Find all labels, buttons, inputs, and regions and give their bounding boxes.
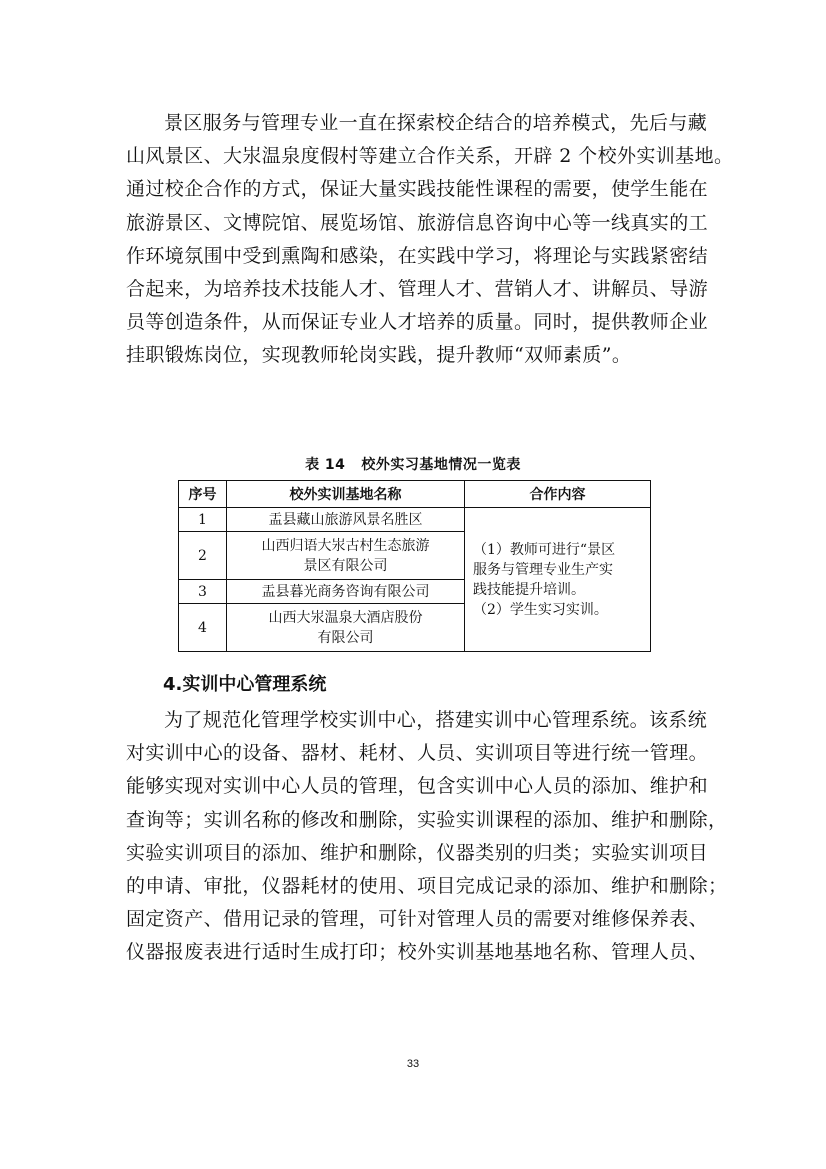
paragraph-line: 旅游景区、文博院馆、展览场馆、旅游信息咨询中心等一线真实的工 xyxy=(126,211,709,234)
paragraph-line: 为了规范化管理学校实训中心，搭建实训中心管理系统。该系统 xyxy=(164,709,708,731)
table-caption xyxy=(0,454,826,474)
paragraph-training-center-system xyxy=(126,704,728,970)
cell-number: 1 xyxy=(179,508,227,532)
paragraph-line: 通过校企合作的方式，保证大量实践技能性课程的需要，使学生能在 xyxy=(126,178,709,201)
cell-text: 景区有限公司 xyxy=(303,557,388,574)
cell-cooperation-content xyxy=(465,508,651,652)
cell-number: 2 xyxy=(179,532,227,580)
cooperation-line: （2）学生实习实训。 xyxy=(473,601,608,618)
paragraph-line: 查询等；实训名称的修改和删除，实验实训课程的添加、维护和删除， xyxy=(126,808,728,831)
paragraph-line: 实验实训项目的添加、维护和删除，仪器类别的归类；实验实训项目 xyxy=(126,841,709,864)
table-header-row xyxy=(179,481,651,508)
cell-number: 3 xyxy=(179,580,227,604)
paragraph-line: 景区服务与管理专业一直在探索校企结合的培养模式，先后与藏 xyxy=(164,112,708,134)
cell-base-name xyxy=(227,580,465,604)
paragraph-line: 的申请、审批，仪器耗材的使用、项目完成记录的添加、维护和删除； xyxy=(126,875,728,898)
paragraph-line: 合起来，为培养技术技能人才、管理人才、营销人才、讲解员、导游 xyxy=(126,278,709,301)
header-cell-number: 序号 xyxy=(179,481,227,508)
paragraph-line: 仪器报废表进行适时生成打印；校外实训基地基地名称、管理人员、 xyxy=(126,941,709,964)
paragraph-line: 山风景区、大汖温泉度假村等建立合作关系，开辟 2 个校外实训基地。 xyxy=(126,145,734,168)
page-number: 33 xyxy=(406,1058,420,1070)
cooperation-line: 践技能提升培训。 xyxy=(473,581,585,598)
cell-text: 盂县暮光商务咨询有限公司 xyxy=(261,583,430,600)
cell-text: 盂县藏山旅游风景名胜区 xyxy=(268,511,423,528)
cell-base-name xyxy=(227,604,465,652)
paragraph-line: 作环境氛围中受到熏陶和感染，在实践中学习，将理论与实践紧密结 xyxy=(126,244,709,267)
cell-number: 4 xyxy=(179,604,227,652)
cell-base-name xyxy=(227,532,465,580)
paragraph-line: 挂职锻炼岗位，实现教师轮岗实践，提升教师“双师素质”。 xyxy=(126,344,632,367)
cell-text: 有限公司 xyxy=(317,629,374,646)
paragraph-line: 员等创造条件，从而保证专业人才培养的质量。同时，提供教师企业 xyxy=(126,311,709,334)
table-caption-title: 校外实习基地情况一览表 xyxy=(361,457,521,473)
paragraph-school-enterprise-cooperation xyxy=(126,107,734,373)
paragraph-line: 能够实现对实训中心人员的管理，包含实训中心人员的添加、维护和 xyxy=(126,775,709,798)
table-row xyxy=(179,508,651,532)
paragraph-line: 对实训中心的设备、器材、耗材、人员、实训项目等进行统一管理。 xyxy=(126,742,709,765)
cell-text: 山西大汖温泉大酒店股份 xyxy=(268,609,423,626)
practice-base-table xyxy=(178,480,651,652)
paragraph-line: 固定资产、借用记录的管理，可针对管理人员的需要对维修保养表、 xyxy=(126,908,709,931)
header-cell-cooperation: 合作内容 xyxy=(465,481,651,508)
cell-base-name xyxy=(227,508,465,532)
header-cell-base-name: 校外实训基地名称 xyxy=(227,481,465,508)
cell-text: 山西归语大汖古村生态旅游 xyxy=(261,537,430,554)
cooperation-line: 服务与管理专业生产实 xyxy=(473,561,613,578)
section-heading: 4.实训中心管理系统 xyxy=(163,674,327,695)
table-caption-number: 表 14 xyxy=(305,457,346,473)
cooperation-line: （1）教师可进行“景区 xyxy=(473,541,616,558)
